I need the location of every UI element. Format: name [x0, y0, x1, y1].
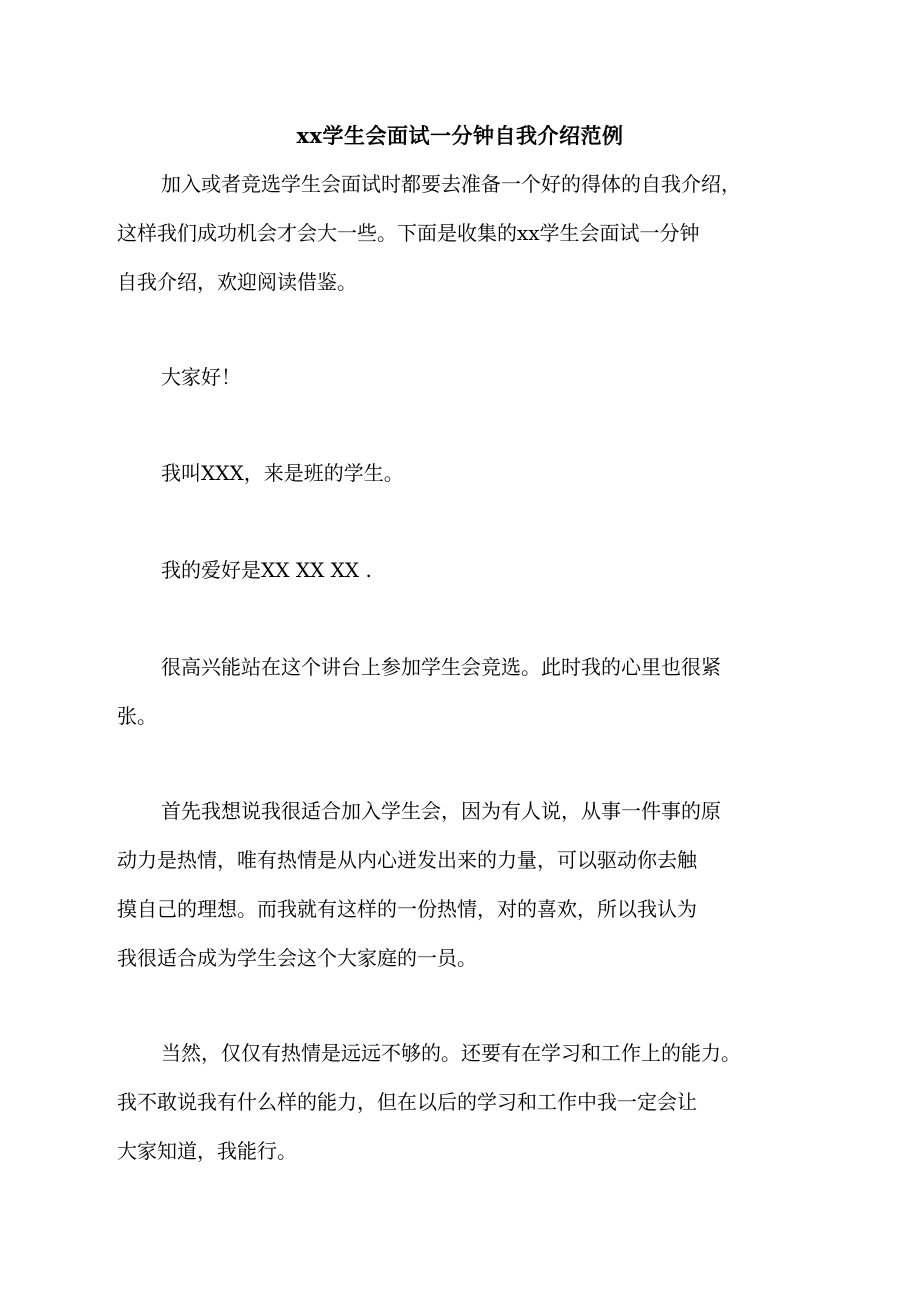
- paragraph-line: 加入或者竞选学生会面试时都要去准备一个好的得体的自我介绍，: [161, 172, 741, 196]
- paragraph-line: 我不敢说我有什么样的能力，但在以后的学习和工作中我一定会让: [117, 1090, 697, 1114]
- paragraph-line: 当然，仅仅有热情是远远不够的。还要有在学习和工作上的能力。: [161, 1041, 741, 1065]
- paragraph-line: 大家好！: [161, 365, 241, 389]
- paragraph-line: 大家知道，我能行。: [117, 1139, 297, 1163]
- paragraph-line: 很高兴能站在这个讲台上参加学生会竞选。此时我的心里也很紧: [161, 655, 721, 679]
- paragraph-line: 这样我们成功机会才会大一些。下面是收集的xx学生会面试一分钟: [117, 221, 700, 245]
- paragraph-nervous: [117, 643, 789, 741]
- paragraph-line: 摸自己的理想。而我就有这样的一份热情，对的喜欢，所以我认为: [117, 897, 697, 921]
- paragraph-line: 我叫XXX，来是班的学生。: [161, 461, 404, 485]
- paragraph-line: 我的爱好是XX XX XX .: [161, 558, 372, 582]
- paragraph-line: 动力是热情，唯有热情是从内心迸发出来的力量，可以驱动你去触: [117, 848, 697, 872]
- paragraph-hobby: [139, 546, 789, 595]
- paragraph-line: 我很适合成为学生会这个大家庭的一员。: [117, 946, 477, 970]
- paragraph-passion: [117, 787, 789, 983]
- paragraph-name: [139, 449, 789, 498]
- paragraph-greeting: [139, 353, 789, 402]
- paragraph-line: 张。: [117, 704, 157, 728]
- paragraph-line: 首先我想说我很适合加入学生会，因为有人说，从事一件事的原: [161, 799, 721, 823]
- paragraph-line: 自我介绍，欢迎阅读借鉴。: [117, 270, 357, 294]
- page-title: xx学生会面试一分钟自我介绍范例: [296, 123, 624, 148]
- paragraph-intro: [117, 160, 789, 307]
- paragraph-ability: [117, 1029, 789, 1176]
